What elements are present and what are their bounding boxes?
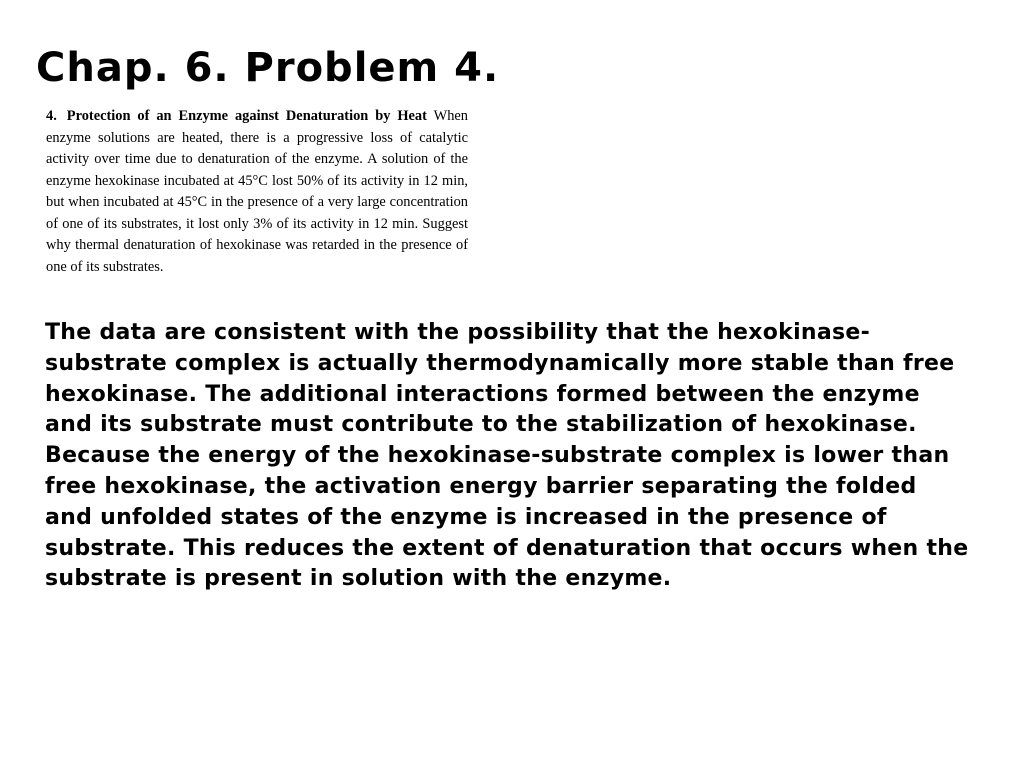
answer-text: The data are consistent with the possibility that the hexokinase-substrate complex is actually thermodynamically more stable than free hexokinase. The additional interactions formed between the enzyme and its substrate must contribute to the stabilization of hexokinase. Because the energy of the hexokinase-substrate complex is lower than free hexokinase, the activation energy barrier separating the folded and unfolded states of the enzyme is increased in the presence of substrate. This reduces the extent of denaturation that occurs when the substrate is present in solution with the enzyme.	[45, 320, 969, 592]
problem-heading: Protection of an Enzyme against Denaturation by Heat	[66, 108, 427, 124]
problem-body: When enzyme solutions are heated, there is a progressive loss of catalytic activity over time due to denaturation of the enzyme. A solution of the enzyme hexokinase incubated at 45°C lost 50% of its activity in 12 min, but when incubated at 45°C in the presence of a very large concentration of one of its substrates, it lost only 3% of its activity in 12 min. Suggest why thermal denaturation of hexokinase was retarded in the presence of one of its substrates.	[46, 108, 468, 275]
slide-title: Chap. 6. Problem 4.	[36, 45, 500, 91]
problem-excerpt	[46, 106, 468, 278]
problem-number: 4.	[46, 108, 57, 124]
